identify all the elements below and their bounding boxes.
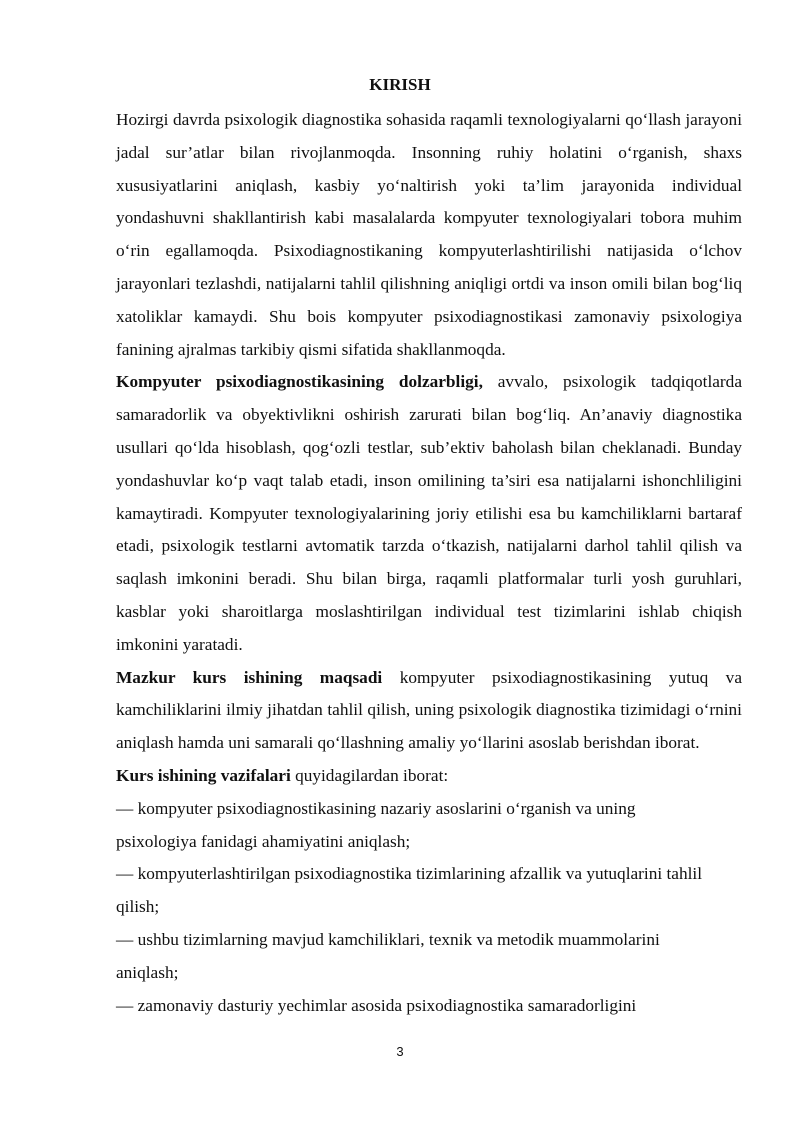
relevance-lead: Kompyuter psixodiagnostikasining dolzarbligi,: [116, 372, 483, 392]
relevance-paragraph: [116, 366, 742, 661]
goal-paragraph: [116, 662, 742, 760]
intro-paragraph: Hozirgi davrda psixologik diagnostika sohasida raqamli texnologiyalarni qo‘llash jarayoni jadal sur’atlar bilan rivojlanmoqda. Insonning ruhiy holatini o‘rganish, shaxs xususiyatlarini aniqlash, kasbiy yo‘naltirish yoki ta’lim jarayonida individual yondashuvni shakllantirish kabi masalalarda kompyuter texnologiyalari tobora muhim o‘rin egallamoqda. Psixodiagnostikaning kompyuterlashtirilishi natijasida o‘lchov jarayonlari tezlashdi, natijalarni tahlil qilishning aniqligi ortdi va inson omili bilan bog‘liq xatoliklar kamaydi. Shu bois kompyuter psixodiagnostikasi zamonaviy psixologiya fanining ajralmas tarkibiy qismi sifatida shakllanmoqda.: [116, 110, 742, 359]
section-title: KIRISH: [369, 75, 431, 94]
goal-text: kompyuter psixodiagnostikasining yutuq va kamchiliklarini ilmiy jihatdan tahlil qilish, uning psixologik diagnostika tizimidagi o‘rnini aniqlash hamda uni samarali qo‘llashning amaliy yo‘llarini asoslab berishdan iborat.: [116, 667, 742, 753]
tasks-lead: Kurs ishining vazifalari: [116, 765, 291, 785]
tasks-text: quyidagilardan iborat:: [290, 765, 449, 785]
task-item: — kompyuter psixodiagnostikasining nazariy asoslarini o‘rganish va uning psixologiya fanidagi ahamiyatini aniqlash;: [116, 798, 636, 851]
task-item: — zamonaviy dasturiy yechimlar asosida psixodiagnostika samaradorligini: [116, 995, 637, 1015]
tasks-paragraph: [116, 760, 742, 793]
relevance-text: avvalo, psixologik tadqiqotlarda samaradorlik va obyektivlikni oshirish zarurati bilan bog‘liq. An’anaviy diagnostika usullari qo‘lda hisoblash, qog‘ozli testlar, sub’ektiv baholash bilan cheklanadi. Bunday yondashuvlar ko‘p vaqt talab etadi, inson omilining ta’siri esa natijalarni ishonchliligini kamaytiradi. Kompyuter texnologiyalarining joriy etilishi esa bu kamchiliklarni bartaraf etadi, psixologik testlarni avtomatik tarzda o‘tkazish, natijalarni darhol tahlil qilish va saqlash imkonini beradi. Shu bilan birga, raqamli platformalar turli yosh guruhlari, kasblar yoki sharoitlarga moslashtirilgan individual test tizimlarini ishlab chiqish imkonini yaratadi.: [116, 372, 742, 654]
task-item: — ushbu tizimlarning mavjud kamchiliklari, texnik va metodik muammolarini aniqlash;: [116, 929, 660, 982]
page-number: 3: [396, 1044, 404, 1059]
task-item: — kompyuterlashtirilgan psixodiagnostika tizimlarining afzallik va yutuqlarini tahlil qilish;: [116, 864, 703, 917]
goal-lead: Mazkur kurs ishining maqsadi: [116, 667, 383, 687]
body-text: [116, 104, 742, 1022]
